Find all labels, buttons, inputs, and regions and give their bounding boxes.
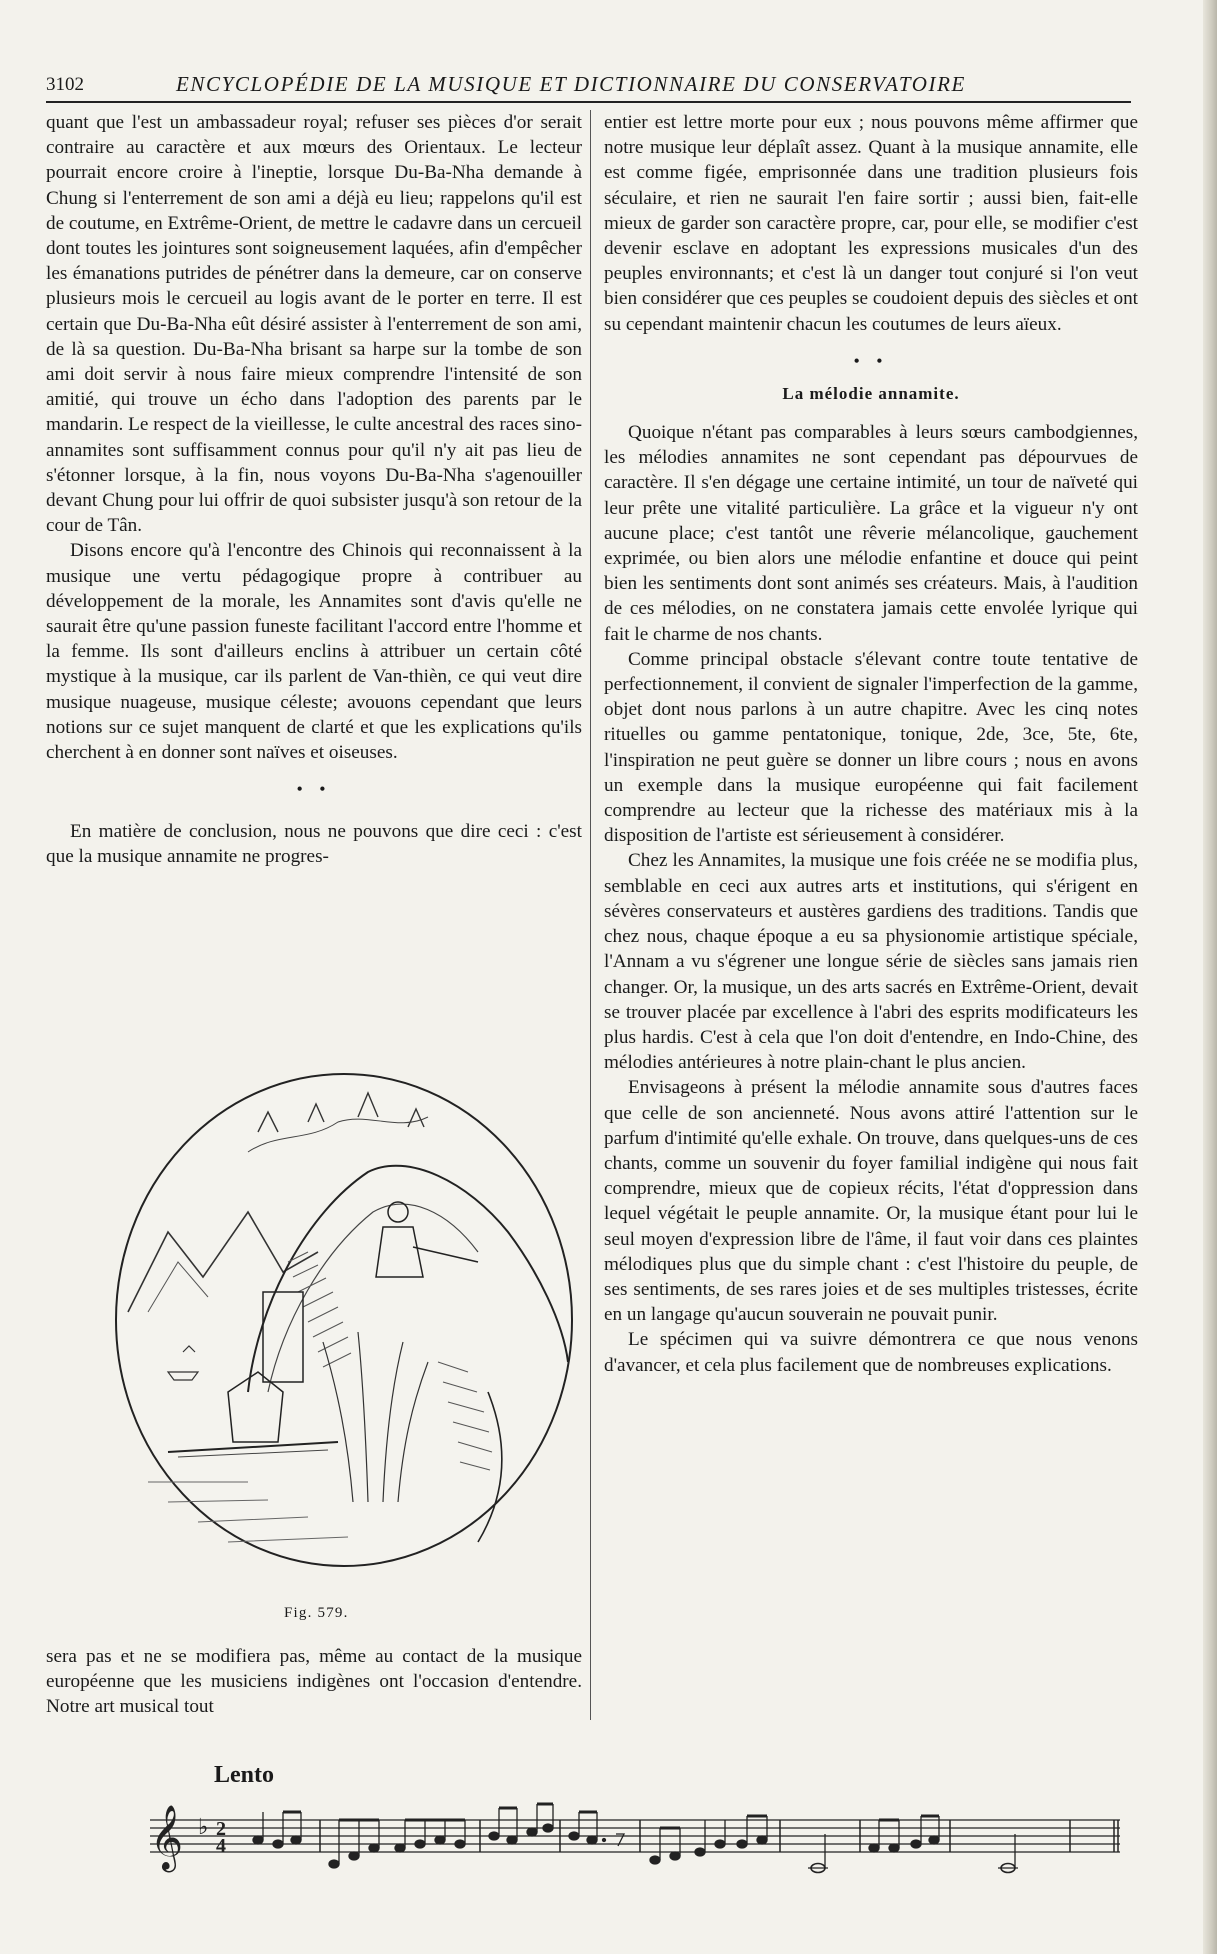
paragraph: En matière de conclusion, nous ne pouvons que dire ceci : c'est que la musique annamite ne progres- bbox=[46, 821, 582, 868]
column-divider bbox=[590, 110, 591, 1720]
section-heading: La mélodie annamite. bbox=[782, 383, 960, 403]
music-staff bbox=[150, 1790, 1126, 1880]
paragraph: Disons encore qu'à l'encontre des Chinois qui reconnaissent à la musique une vertu pédagogique propre à contribuer au développement de la morale, les Annamites sont d'avis qu'elle ne saurait être qu'une passion funeste facilitant l'accord entre l'homme et la femme. Ils sont d'ailleurs enclins à attribuer un certain côté mystique à la musique, car ils parlent de Van-thièn, ce qui veut dire musique nuageuse, musique céleste; avouons cependant que leurs notions sur ce sujet manquent de clarté et que les explications qu'ils cherchent à en donner sont naïves et oiseuses. bbox=[46, 540, 582, 764]
paragraph: Le spécimen qui va suivre démontrera ce que nous venons d'avancer, et cela plus facilement que de nombreuses explications. bbox=[604, 1329, 1138, 1376]
paragraph: Comme principal obstacle s'élevant contre toute tentative de perfectionnement, il convient de signaler l'imperfection de la gamme, objet dont nous parlons à un autre chapitre. Avec les cinq notes rituelles ou gamme pentatonique, tonique, 2de, 3ce, 5te, 6te, l'inspiration ne peut guère se donner un libre cours ; nous en avons un exemple dans la musique européenne qui fait facilement comprendre au lecteur que la richesse des matériaux mis à la disposition de l'artiste est sérieusement à considérer. bbox=[604, 648, 1138, 847]
time-signature-top: 2 bbox=[216, 1818, 226, 1840]
flat-icon: ♭ bbox=[198, 1815, 209, 1840]
tempo-marking: Lento bbox=[214, 1762, 274, 1788]
header-rule bbox=[46, 101, 1131, 103]
section-dinkus: • • bbox=[853, 350, 889, 371]
page-number: 3102 bbox=[46, 74, 84, 95]
page-header bbox=[46, 72, 1131, 102]
time-signature-bottom: 4 bbox=[216, 1835, 226, 1857]
section-dinkus: • • bbox=[296, 779, 332, 800]
figure-illustration bbox=[108, 1062, 584, 1602]
figure-caption: Fig. 579. bbox=[284, 1605, 349, 1621]
illustration-image bbox=[108, 1062, 584, 1602]
music-notation bbox=[150, 1790, 1126, 1880]
left-column-continued bbox=[46, 1644, 582, 1720]
paragraph: Quoique n'étant pas comparables à leurs sœurs cambodgiennes, les mélodies annamites ne sont cependant pas dépourvues de caractère. Il s'en dégage une certaine intimité, un tour de naïveté qui leur prête une vitalité particulière. La grâce et la vigueur n'y ont aucune place; c'est tantôt une rêverie mélancolique, gauchement exprimée, ou bien alors une mélodie enfantine et douce qui peint bien les sentiments dont sont animés ses créateurs. Mais, à l'audition de ces mélodies, on ne constatera jamais cette envolée lyrique qui fait le charme de nos chants. bbox=[604, 422, 1138, 645]
page-edge bbox=[1203, 0, 1217, 1954]
paragraph: quant que l'est un ambassadeur royal; refuser ses pièces d'or serait contraire au caractère et aux mœurs des Orientaux. Le lecteur pourrait encore croire à l'ineptie, lorsque Du-Ba-Nha demande à Chung si l'enterrement de son ami a déjà eu lieu; rappelons qu'il est de coutume, en Extrême-Orient, de mettre le cadavre dans un cercueil dont toutes les jointures sont soigneusement laquées, afin d'empêcher les émanations putrides de pénétrer dans la demeure, car on conserve plusieurs mois le cercueil au logis avant de le porter en terre. Il est certain que Du-Ba-Nha eût désiré assister à l'enterrement de son ami, de là sa question. Du-Ba-Nha brisant sa harpe sur la tombe de son ami doit servir à nous faire mieux comprendre l'intensité de son amitié, qui trouve un écho dans l'adoption des parents par le mandarin. Le respect de la vieillesse, le culte ancestral des races sino-annamites sont suffisamment connus pour qu'il n'y ait pas lieu de s'étonner lorsque, à la fin, nous voyons Du-Ba-Nha s'agenouiller devant Chung pour lui offrir de quoi subsister jusqu'à son retour de la cour de Tân. bbox=[46, 112, 582, 537]
paragraph: Envisageons à présent la mélodie annamite sous d'autres faces que celle de son ancienneté. Nous avons attiré l'attention sur le parfum d'intimité qu'elle exhale. On trouve, dans quelques-uns de ces chants, comme un souvenir du foyer familial indigène qui nous fait comprendre, mieux que de copieux récits, l'état d'oppression dans lequel végétait le peuple annamite. Or, la musique étant pour lui le seul moyen d'expression libre de l'âme, il faut voir dans ces plaintes mélodiques plus que du simple chant : c'est l'histoire du peuple, de ses sentiments, de ses rares joies et de ses multiples tristesses, écrite en un langage qu'aucun souverain ne pouvait punir. bbox=[604, 1077, 1138, 1326]
left-column bbox=[46, 110, 582, 870]
melody-notes bbox=[253, 1804, 1018, 1873]
running-head: ENCYCLOPÉDIE DE LA MUSIQUE ET DICTIONNAIRE DU CONSERVATOIRE bbox=[176, 72, 966, 96]
right-column bbox=[604, 110, 1138, 1378]
paragraph: entier est lettre morte pour eux ; nous pouvons même affirmer que notre musique leur déplaît assez. Quant à la musique annamite, elle est comme figée, emprisonnée dans une tradition plusieurs fois séculaire, et rien ne saurait l'en faire sortir ; aussi bien, fait-elle mieux de garder son caractère propre, car, pour elle, se modifier c'est devenir esclave en adoptant les expressions musicales d'un des peuples environnants; et c'est là un danger tout conjuré si l'on veut bien considérer que ces peuples se coudoient depuis des siècles et ont su cependant maintenir chacun les coutumes de leurs aïeux. bbox=[604, 112, 1138, 335]
treble-clef-icon: 𝄞 bbox=[150, 1805, 184, 1870]
paragraph: Chez les Annamites, la musique une fois créée ne se modifia plus, semblable en ceci aux autres arts et institutions, qui s'érigent en sévères conservateurs et austères gardiens des traditions. Tandis que chez nous, chaque époque a eu sa physionomie artistique spéciale, l'Annam a vu s'égrener une longue série de siècles sans jamais rien changer. Or, la musique, un des arts sacrés en Extrême-Orient, devait se trouver placée par excellence à l'abri des esprits modificateurs les plus hardis. C'est à cela que l'on doit d'entendre, en Indo-Chine, des mélodies antérieures à notre plain-chant le plus ancien. bbox=[604, 850, 1138, 1074]
paragraph: sera pas et ne se modifiera pas, même au contact de la musique européenne que les musiciens indigènes ont l'occasion d'entendre. Notre art musical tout bbox=[46, 1646, 582, 1718]
